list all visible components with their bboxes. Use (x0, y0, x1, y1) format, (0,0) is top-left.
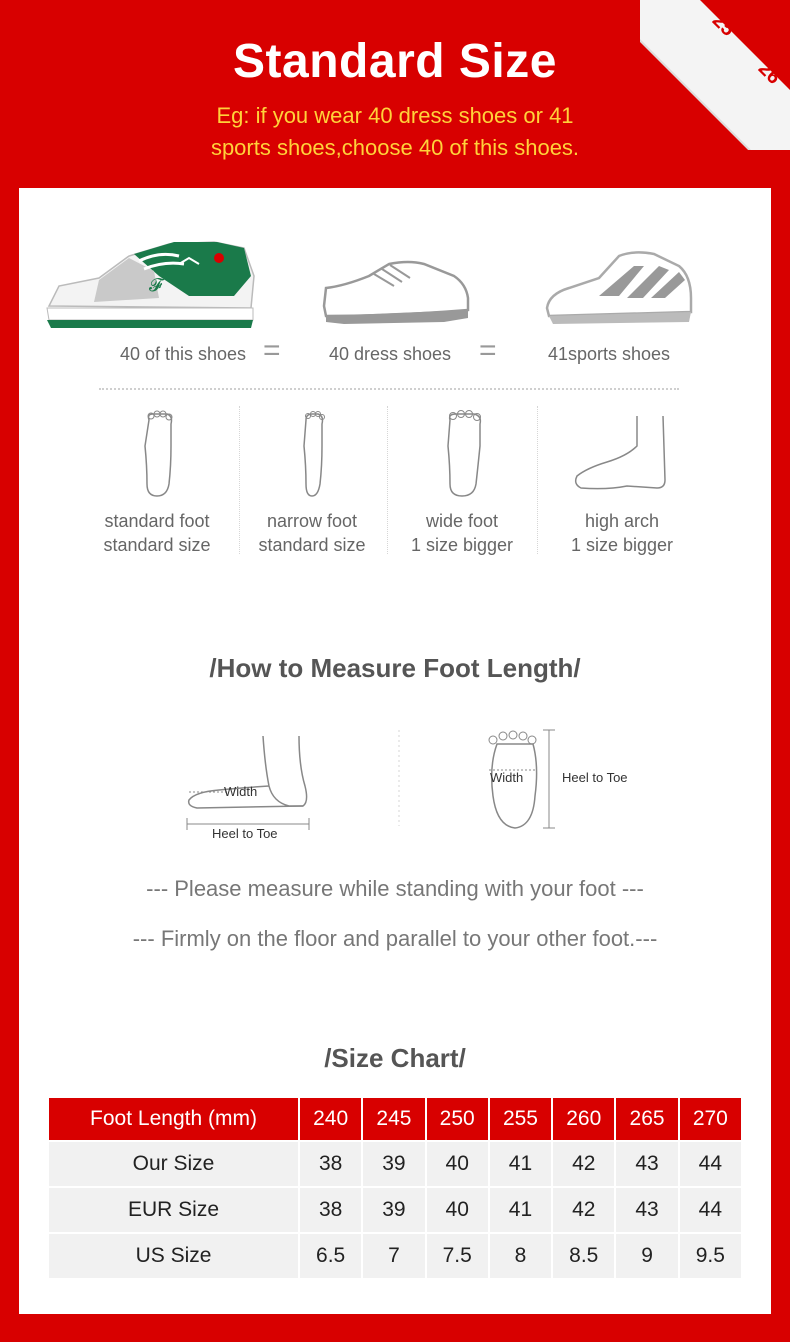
ruler-mark-26: 26 (753, 57, 786, 89)
top-width-label: Width (490, 770, 524, 785)
size-chart-header-row (49, 1098, 741, 1140)
column-header: 245 (363, 1098, 424, 1140)
table-cell: 40 (427, 1140, 488, 1186)
measure-section-title: /How to Measure Foot Length/ (209, 653, 581, 683)
equals-sign-2: = (479, 334, 497, 367)
foot-type-standard (82, 406, 232, 557)
foot-length-header: Foot Length (mm) (49, 1098, 298, 1140)
high-arch-foot-icon (567, 406, 677, 498)
foot-type-3-line1: wide foot (425, 511, 499, 531)
table-cell: 44 (680, 1186, 741, 1232)
row-label: US Size (49, 1232, 298, 1278)
wide-foot-icon (432, 406, 492, 498)
measure-illustration (19, 726, 771, 846)
foot-type-4-line1: high arch (584, 511, 660, 531)
divider (99, 388, 679, 390)
top-length-label: Heel to Toe (562, 770, 628, 785)
column-header: 260 (553, 1098, 614, 1140)
table-cell: 41 (490, 1186, 551, 1232)
table-cell: 38 (300, 1186, 361, 1232)
table-cell: 41 (490, 1140, 551, 1186)
size-chart-table (47, 1098, 743, 1278)
foot-type-wide (387, 406, 537, 557)
table-cell: 42 (553, 1186, 614, 1232)
measure-note-1: --- Please measure while standing with your foot --- (146, 876, 644, 901)
column-header: 265 (616, 1098, 677, 1140)
table-cell: 6.5 (300, 1232, 361, 1278)
table-row (49, 1140, 741, 1186)
table-cell: 39 (363, 1140, 424, 1186)
sports-shoe-image (524, 236, 714, 341)
table-cell: 7.5 (427, 1232, 488, 1278)
size-chart-title: /Size Chart/ (324, 1043, 466, 1073)
table-cell: 44 (680, 1140, 741, 1186)
sneaker-icon (39, 236, 259, 336)
table-cell: 9 (616, 1232, 677, 1278)
narrow-foot-icon (282, 406, 342, 498)
foot-types-row (79, 406, 719, 556)
table-cell: 7 (363, 1232, 424, 1278)
sneaker-label: 40 of this shoes (119, 344, 247, 364)
measure-diagrams (19, 726, 771, 846)
foot-type-3-line2: 1 size bigger (410, 535, 514, 555)
table-cell: 43 (616, 1140, 677, 1186)
foot-type-narrow (237, 406, 387, 557)
row-label: EUR Size (49, 1186, 298, 1232)
table-cell: 38 (300, 1140, 361, 1186)
table-cell: 42 (553, 1140, 614, 1186)
svg-text:𝓕: 𝓕 (149, 275, 163, 295)
measure-note-2: --- Firmly on the floor and parallel to your other foot.--- (132, 926, 658, 951)
foot-type-2-line2: standard size (258, 535, 366, 555)
foot-type-2-line1: narrow foot (266, 511, 358, 531)
dress-shoe-label: 40 dress shoes (328, 344, 452, 364)
column-header: 270 (680, 1098, 741, 1140)
foot-type-1-line2: standard size (103, 535, 211, 555)
shoe-equivalence-row (19, 236, 771, 376)
subtitle-line-1: Eg: if you wear 40 dress shoes or 41 (216, 103, 574, 128)
foot-divider-3 (537, 406, 538, 554)
table-cell: 9.5 (680, 1232, 741, 1278)
subtitle-line-2: sports shoes,choose 40 of this shoes. (210, 135, 580, 160)
table-row (49, 1232, 741, 1278)
foot-type-1-line1: standard foot (104, 511, 210, 531)
side-length-label: Heel to Toe (212, 826, 278, 841)
table-cell: 8 (490, 1232, 551, 1278)
ruler-mark-25: 25 (707, 9, 740, 41)
column-header: 250 (427, 1098, 488, 1140)
table-cell: 39 (363, 1186, 424, 1232)
table-cell: 8.5 (553, 1232, 614, 1278)
column-header: 240 (300, 1098, 361, 1140)
equals-sign-1: = (263, 334, 281, 367)
table-cell: 40 (427, 1186, 488, 1232)
side-width-label: Width (224, 784, 258, 799)
sneaker-product-image (39, 236, 229, 341)
standard-foot-icon (127, 406, 187, 498)
page-title: Standard Size (233, 35, 557, 88)
dress-shoe-image (299, 236, 489, 341)
sports-shoe-icon (539, 236, 699, 336)
table-row (49, 1186, 741, 1232)
row-label: Our Size (49, 1140, 298, 1186)
page-subtitle (0, 100, 790, 164)
dress-shoe-icon (314, 236, 474, 336)
sports-shoe-label: 41sports shoes (547, 344, 671, 364)
foot-type-4-line2: 1 size bigger (570, 535, 674, 555)
foot-type-high-arch (547, 406, 697, 557)
table-cell: 43 (616, 1186, 677, 1232)
column-header: 255 (490, 1098, 551, 1140)
content-card (19, 188, 771, 1314)
